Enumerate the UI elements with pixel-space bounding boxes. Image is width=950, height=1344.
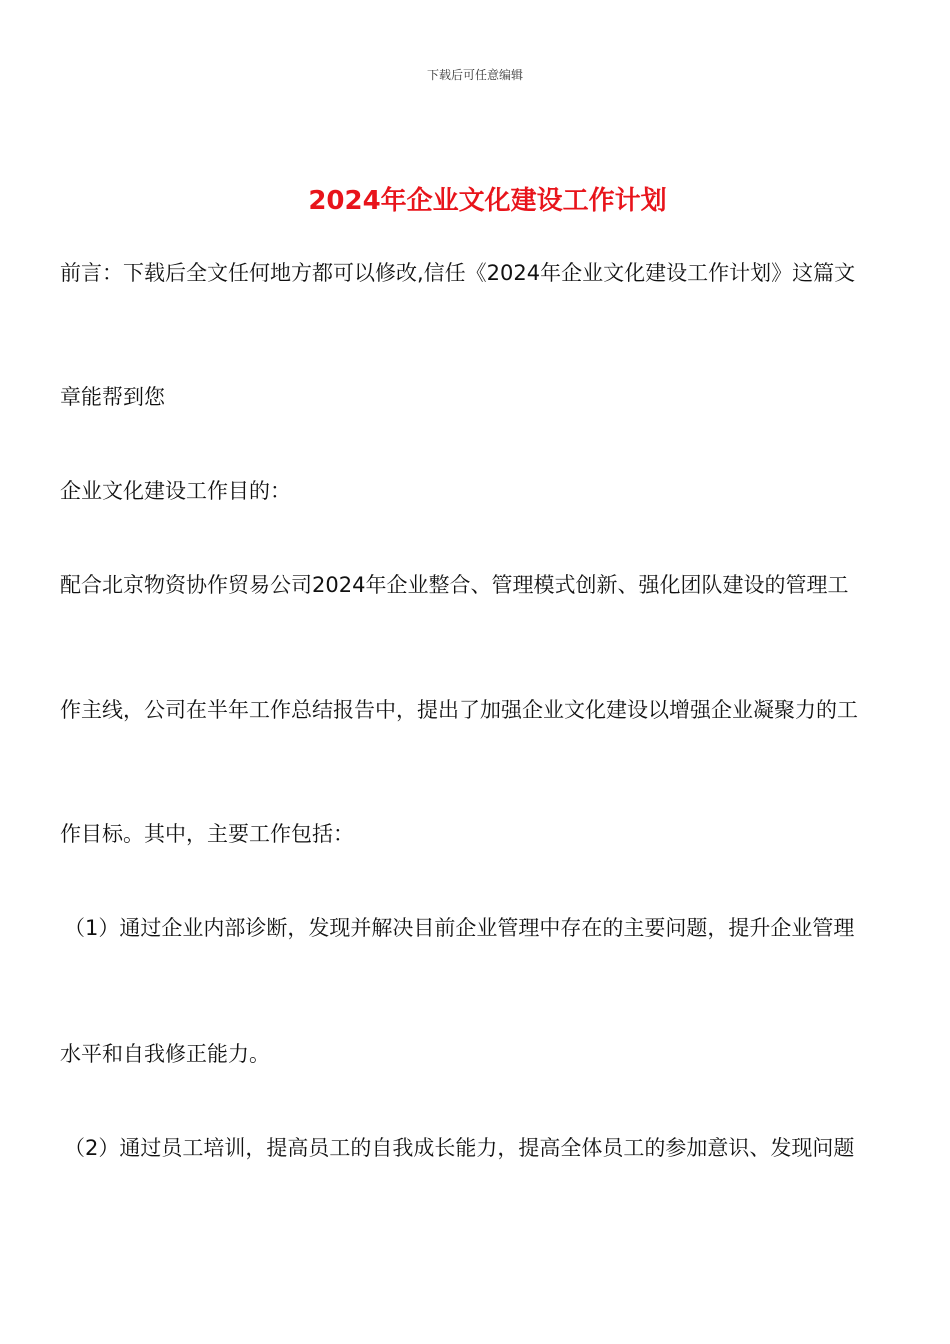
header-note: 下载后可任意编辑 bbox=[426, 68, 523, 82]
preface-line-2: 章能帮到您 bbox=[60, 385, 165, 409]
list-item-2-line-1: （2）通过员工培训，提高员工的自我成长能力，提高全体员工的参加意识、发现问题 bbox=[64, 1136, 855, 1160]
document-title: 2024年企业文化建设工作计划 bbox=[308, 186, 667, 216]
paragraph-line-3: 作目标。其中，主要工作包括： bbox=[60, 822, 354, 846]
paragraph-line-2: 作主线，公司在半年工作总结报告中，提出了加强企业文化建设以增强企业凝聚力的工 bbox=[60, 698, 858, 722]
preface-line-1: 前言：下载后全文任何地方都可以修改,信任《2024年企业文化建设工作计划》这篇文 bbox=[60, 261, 856, 285]
section-heading-purpose: 企业文化建设工作目的： bbox=[60, 479, 291, 503]
list-item-1-line-2: 水平和自我修正能力。 bbox=[60, 1042, 270, 1066]
list-item-1-line-1: （1）通过企业内部诊断，发现并解决目前企业管理中存在的主要问题，提升企业管理 bbox=[64, 916, 855, 940]
paragraph-line-1: 配合北京物资协作贸易公司2024年企业整合、管理模式创新、强化团队建设的管理工 bbox=[60, 573, 849, 597]
